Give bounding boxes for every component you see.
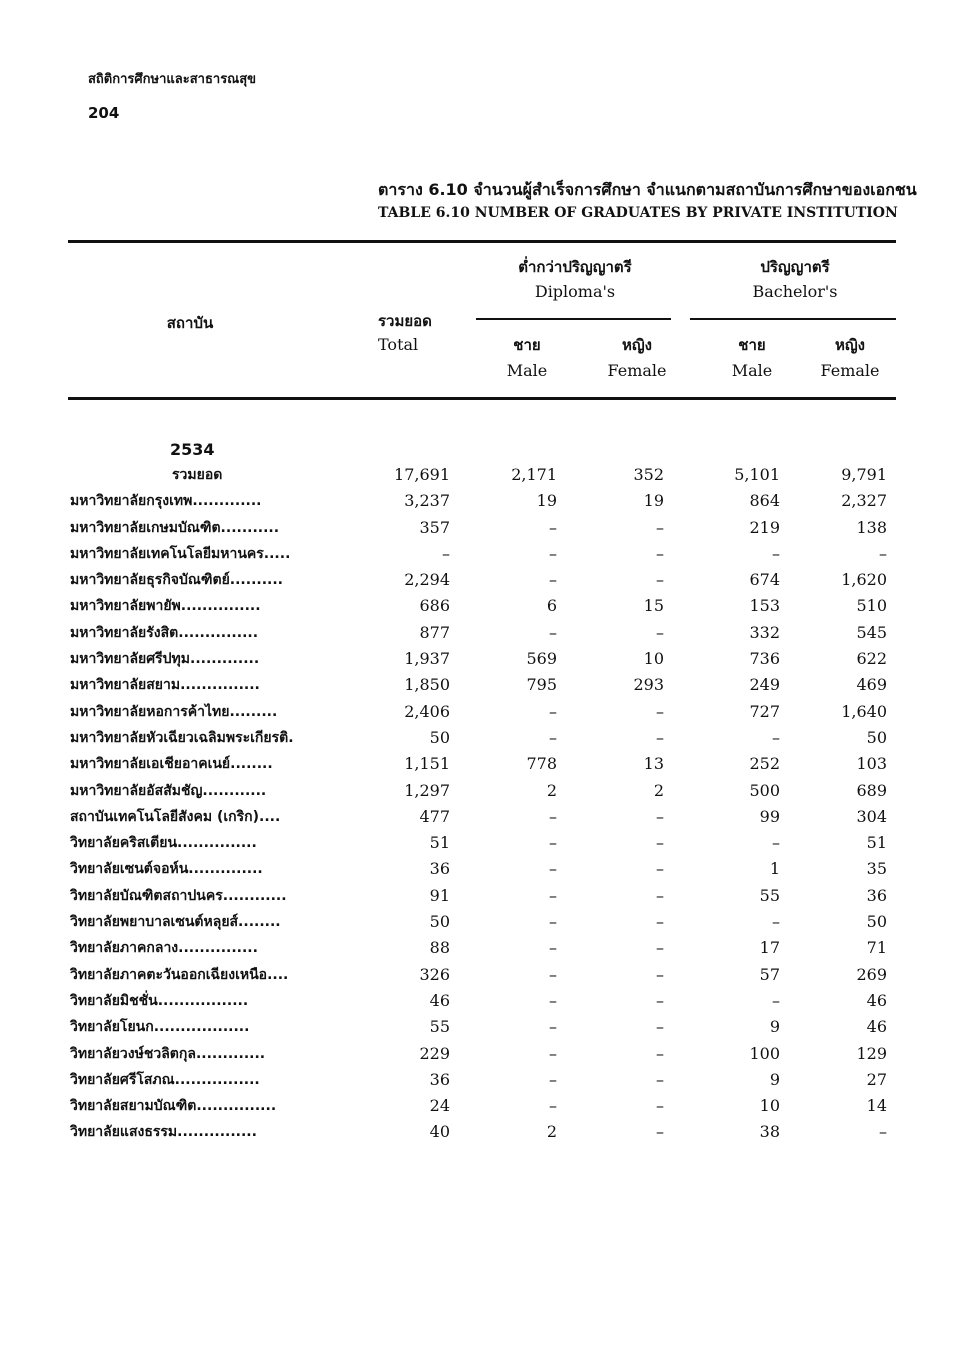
total-value: 1,297 [404,780,450,800]
diploma-male-value: – [549,885,557,905]
diploma-female-value: – [656,1017,664,1037]
total-value: 686 [419,596,450,616]
diploma-female-value: 10 [643,649,664,669]
institution-name: วิทยาลัยศรีโสภณ................ [70,1071,260,1088]
table-row [0,935,966,961]
institution-name: วิทยาลัยเซนต์จอห์น.............. [70,861,263,878]
bachelor-male-value: 10 [759,1096,780,1116]
bachelor-female-value: 545 [856,622,887,642]
diploma-male-value: – [549,859,557,879]
table-row [0,541,966,567]
table-row [0,646,966,672]
diploma-male-value: – [549,938,557,958]
diploma-female-value: – [656,964,664,984]
diploma-male-value: – [549,990,557,1010]
bachelor-male-value: 57 [759,964,780,984]
diploma-female-value: 293 [633,675,664,695]
bachelor-female-value: 50 [866,727,887,747]
diploma-female-value: – [656,543,664,563]
institution-name: มหาวิทยาลัยศรีปทุม............. [70,651,260,668]
diploma-male-value: – [549,622,557,642]
diploma-male-value: 19 [536,491,557,511]
total-value: 55 [429,1017,450,1037]
bachelor-female-header: Female [820,361,880,380]
institution-name: มหาวิทยาลัยรังสิต............... [70,624,259,641]
bachelor-male-value: 9 [769,1069,780,1089]
table-row [0,830,966,856]
table-row [0,909,966,935]
bachelor-male-value: 727 [749,701,780,721]
diploma-male-value: – [549,806,557,826]
institution-name: วิทยาลัยพยาบาลเซนต์หลุยส์........ [70,914,281,931]
bachelor-female-value: 50 [866,912,887,932]
table-row [0,962,966,988]
diploma-male-value: – [549,912,557,932]
diploma-female-value: – [656,938,664,958]
bachelor-female-value: 46 [866,1017,887,1037]
institution-name: มหาวิทยาลัยธุรกิจบัณฑิตย์.......... [70,572,283,589]
bachelor-male-value: 864 [749,491,780,511]
total-value: 229 [419,1043,450,1063]
institution-name: มหาวิทยาลัยหอการค้าไทย......... [70,703,278,720]
bachelor-female-value: 103 [856,754,887,774]
diploma-male-value: – [549,543,557,563]
diploma-male-value: 6 [546,596,557,616]
page-number: 204 [88,104,120,122]
bachelor-header-thai: ปริญญาตรี [760,258,830,276]
institution-header: สถาบัน [166,314,214,332]
table-row [0,1014,966,1040]
diploma-female-value: – [656,833,664,853]
bachelor-female-value: 469 [856,675,887,695]
institution-name: มหาวิทยาลัยสยาม............... [70,677,260,694]
year-label: 2534 [170,440,215,459]
diploma-group-rule [476,318,671,320]
total-value: 40 [429,1122,450,1142]
institution-name: วิทยาลัยวงษ์ชวลิตกุล............. [70,1045,266,1062]
total-value: 326 [419,964,450,984]
diploma-female-value: 19 [643,491,664,511]
table-row [0,725,966,751]
diploma-male-value: 2,171 [511,465,557,484]
diploma-male-value: – [549,1043,557,1063]
table-row [0,778,966,804]
bachelor-female-value: 622 [856,649,887,669]
diploma-female-value: – [656,859,664,879]
bachelor-female-value: 14 [866,1096,887,1116]
table-row [0,804,966,830]
total-value: 91 [429,885,450,905]
diploma-female-value: – [656,1043,664,1063]
diploma-female-value: – [656,885,664,905]
diploma-female-header: Female [607,361,667,380]
table-row [0,883,966,909]
institution-name: วิทยาลัยโยนก.................. [70,1019,250,1036]
bachelor-female-value: 129 [856,1043,887,1063]
header-bottom-rule [68,397,896,400]
running-head: สถิติการศึกษาและสาธารณสุข [88,72,257,87]
diploma-male-value: 569 [526,649,557,669]
bachelor-female-value: 1,620 [841,570,887,590]
bachelor-male-value: 332 [749,622,780,642]
total-value: 88 [429,938,450,958]
total-value: 2,406 [404,701,450,721]
total-value: 3,237 [404,491,450,511]
diploma-female-value: – [656,570,664,590]
bachelor-female-value: 9,791 [841,465,887,484]
diploma-female-value: 352 [633,465,664,484]
total-value: 36 [429,1069,450,1089]
diploma-male-value: 795 [526,675,557,695]
diploma-male-value: – [549,1096,557,1116]
institution-name: มหาวิทยาลัยกรุงเทพ............. [70,493,262,510]
institution-name: มหาวิทยาลัยพายัพ............... [70,598,261,615]
bachelor-female-value: – [879,543,887,563]
total-value: 50 [429,912,450,932]
table-row [0,856,966,882]
diploma-male-value: – [549,517,557,537]
bachelor-male-value: 9 [769,1017,780,1037]
diploma-male-value: 778 [526,754,557,774]
diploma-male-value: – [549,1069,557,1089]
diploma-female-value: – [656,727,664,747]
bachelor-male-value: 249 [749,675,780,695]
total-value: 50 [429,727,450,747]
total-value: 51 [429,833,450,853]
institution-name: วิทยาลัยสยามบัณฑิต............... [70,1098,277,1115]
bachelor-male-value: 674 [749,570,780,590]
institution-name: มหาวิทยาลัยเทคโนโลยีมหานคร..... [70,545,291,562]
table-row [0,515,966,541]
diploma-male-value: 2 [546,780,557,800]
bachelor-group-rule [690,318,896,320]
bachelor-male-value: – [772,833,780,853]
total-value: 1,151 [404,754,450,774]
diploma-male-value: – [549,701,557,721]
table-row [0,620,966,646]
diploma-female-value: – [656,622,664,642]
diploma-male-value: – [549,727,557,747]
bachelor-male-value: 153 [749,596,780,616]
bachelor-male-header: Male [731,361,773,380]
total-value: 877 [419,622,450,642]
bachelor-male-value: 252 [749,754,780,774]
diploma-female-value: – [656,912,664,932]
bachelor-male-value: – [772,912,780,932]
table-top-rule [68,240,896,243]
institution-name: รวมยอด [172,467,223,483]
diploma-female-value: – [656,1096,664,1116]
table-row [0,1067,966,1093]
bachelor-male-value: 55 [759,885,780,905]
bachelor-male-value: 1 [769,859,780,879]
diploma-header: Diploma's [534,282,616,301]
bachelor-male-value: 500 [749,780,780,800]
diploma-male-header: Male [506,361,548,380]
bachelor-male-value: 100 [749,1043,780,1063]
diploma-female-value: – [656,701,664,721]
bachelor-female-value: 689 [856,780,887,800]
diploma-female-header-thai: หญิง [622,336,652,354]
table-row [0,699,966,725]
diploma-header-thai: ต่ำกว่าปริญญาตรี [518,258,632,276]
total-value: 357 [419,517,450,537]
institution-name: มหาวิทยาลัยเอเชียอาคเนย์........ [70,756,273,773]
total-row [0,462,966,488]
table-row [0,1093,966,1119]
bachelor-female-value: 269 [856,964,887,984]
bachelor-header: Bachelor's [752,282,838,301]
diploma-female-value: – [656,1122,664,1142]
bachelor-female-value: 304 [856,806,887,826]
bachelor-male-value: 219 [749,517,780,537]
institution-name: วิทยาลัยภาคตะวันออกเฉียงเหนือ.... [70,966,289,983]
bachelor-male-value: 17 [759,938,780,958]
table-row [0,488,966,514]
bachelor-female-value: 36 [866,885,887,905]
diploma-male-value: – [549,964,557,984]
diploma-male-value: – [549,833,557,853]
diploma-male-header-thai: ชาย [513,336,541,354]
institution-name: วิทยาลัยคริสเตียน............... [70,835,257,852]
bachelor-male-value: 38 [759,1122,780,1142]
bachelor-female-value: 35 [866,859,887,879]
diploma-female-value: – [656,990,664,1010]
bachelor-female-header-thai: หญิง [835,336,865,354]
bachelor-male-value: – [772,727,780,747]
diploma-female-value: 13 [643,754,664,774]
institution-name: มหาวิทยาลัยหัวเฉียวเฉลิมพระเกียรติ. [70,729,294,746]
total-value: 17,691 [394,465,450,484]
diploma-female-value: 2 [653,780,664,800]
bachelor-female-value: 1,640 [841,701,887,721]
table-row [0,593,966,619]
bachelor-female-value: 46 [866,990,887,1010]
table-title-thai: ตาราง 6.10 จำนวนผู้สำเร็จการศึกษา จำแนกตามสถาบันการศึกษาของเอกชน [378,180,917,199]
table-row [0,567,966,593]
bachelor-male-value: – [772,990,780,1010]
diploma-female-value: – [656,517,664,537]
total-value: 477 [419,806,450,826]
bachelor-male-value: – [772,543,780,563]
diploma-female-value: 15 [643,596,664,616]
table-body [0,462,966,1146]
bachelor-male-header-thai: ชาย [738,336,766,354]
bachelor-female-value: 138 [856,517,887,537]
diploma-female-value: – [656,1069,664,1089]
institution-name: สถาบันเทคโนโลยีสังคม (เกริก).... [70,808,281,825]
total-value: 1,937 [404,649,450,669]
diploma-male-value: – [549,570,557,590]
total-header: Total [378,335,419,354]
total-value: 46 [429,990,450,1010]
total-value: 36 [429,859,450,879]
bachelor-male-value: 99 [759,806,780,826]
bachelor-female-value: 2,327 [841,491,887,511]
diploma-female-value: – [656,806,664,826]
institution-name: วิทยาลัยภาคกลาง............... [70,940,258,957]
bachelor-female-value: 27 [866,1069,887,1089]
bachelor-female-value: 51 [866,833,887,853]
total-value: – [442,543,450,563]
table-row [0,1041,966,1067]
bachelor-female-value: – [879,1122,887,1142]
total-value: 2,294 [404,570,450,590]
bachelor-female-value: 71 [866,938,887,958]
table-row [0,1119,966,1145]
institution-name: วิทยาลัยบัณฑิตสถาปนคร............ [70,887,287,904]
total-header-thai: รวมยอด [378,312,432,330]
total-value: 1,850 [404,675,450,695]
diploma-male-value: 2 [546,1122,557,1142]
institution-name: วิทยาลัยแสงธรรม............... [70,1124,257,1141]
table-row [0,751,966,777]
institution-name: วิทยาลัยมิชชั่น................. [70,992,249,1009]
table-row [0,672,966,698]
table-row [0,988,966,1014]
bachelor-male-value: 736 [749,649,780,669]
bachelor-female-value: 510 [856,596,887,616]
bachelor-male-value: 5,101 [734,465,780,484]
diploma-male-value: – [549,1017,557,1037]
table-title-english: TABLE 6.10 NUMBER OF GRADUATES BY PRIVATE INSTITUTION [378,205,898,221]
institution-name: มหาวิทยาลัยเกษมบัณฑิต........... [70,519,280,536]
total-value: 24 [429,1096,450,1116]
institution-name: มหาวิทยาลัยอัสสัมชัญ............ [70,782,267,799]
